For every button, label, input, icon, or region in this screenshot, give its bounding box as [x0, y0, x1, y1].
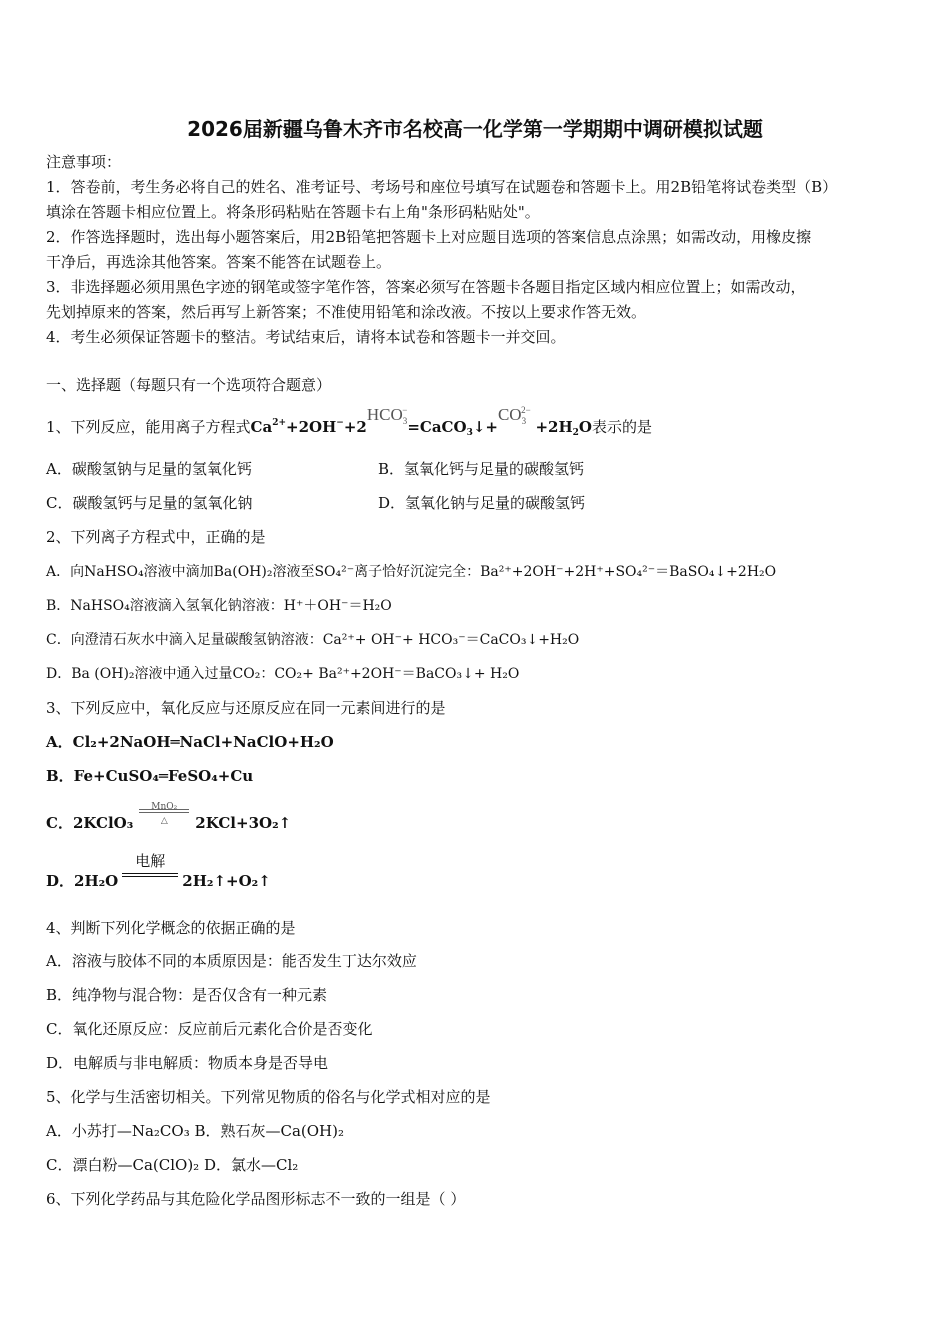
page-title: 2026届新疆乌鲁木齐市名校高一化学第一学期期中调研模拟试题 [187, 117, 763, 141]
notice-line: 4．考生必须保证答题卡的整洁。考试结束后，请将本试卷和答题卡一并交回。 [46, 328, 566, 346]
question-4-stem: 4、判断下列化学概念的依据正确的是 [46, 919, 296, 937]
q2-option-d[interactable]: D．Ba (OH)₂溶液中通入过量CO₂：CO₂+ Ba²⁺+2OH⁻＝BaCO₃↓+ H₂O [46, 666, 520, 682]
notice-line: 干净后，再选涂其他答案。答案不能答在试题卷上。 [46, 253, 392, 271]
q3-option-d[interactable] [46, 852, 271, 891]
question-6-stem: 6、下列化学药品与其危险化学品图形标志不一致的一组是（ ） [46, 1190, 466, 1208]
question-2-stem: 2、下列离子方程式中，正确的是 [46, 528, 266, 546]
q1-eq: =CaCO [407, 418, 467, 436]
q1-eq: +2 [343, 418, 367, 436]
q1-option-a[interactable]: A．碳酸氢钠与足量的氢氧化钙 [46, 460, 252, 478]
q4-option-b[interactable]: B．纯净物与混合物：是否仅含有一种元素 [46, 986, 328, 1004]
notice-line: 1．答卷前，考生务必将自己的姓名、准考证号、考场号和座位号填写在试题卷和答题卡上。用2B铅笔将试卷类型（B） [46, 178, 838, 196]
q3-c-product: 2KCl+3O₂↑ [195, 814, 292, 832]
q1-eq: +2OH [286, 418, 337, 436]
bicarbonate-ion-image: $HCO_3^-$ [366, 405, 408, 426]
q1-suffix: 表示的是 [591, 418, 652, 436]
q1-eq: − [336, 418, 344, 428]
notice-heading: 注意事项： [46, 153, 122, 171]
q1-option-c[interactable]: C．碳酸氢钙与足量的氢氧化钠 [46, 494, 253, 512]
q5-options-ab[interactable]: A．小苏打—Na₂CO₃ B．熟石灰—Ca(OH)₂ [46, 1122, 345, 1140]
q3-option-b[interactable]: B．Fe+CuSO₄═FeSO₄+Cu [46, 767, 254, 785]
q3-option-c[interactable] [46, 802, 292, 833]
q1-eq: 3 [466, 428, 473, 438]
q2-option-b[interactable]: B．NaHSO₄溶液滴入氢氧化钠溶液：H⁺＋OH⁻＝H₂O [46, 598, 392, 614]
question-5-stem: 5、化学与生活密切相关。下列常见物质的俗名与化学式相对应的是 [46, 1088, 491, 1106]
q1-eq: O [578, 418, 592, 436]
reaction-condition-electrolysis: 电解 [122, 871, 178, 891]
q1-eq: Ca [250, 418, 273, 436]
notice-line: 先划掉原来的答案，然后再写上新答案；不准使用铅笔和涂改液。不按以上要求作答无效。 [46, 303, 647, 321]
q3-option-a[interactable]: A．Cl₂+2NaOH═NaCl+NaClO+H₂O [46, 733, 334, 751]
q1-option-b[interactable]: B．氢氧化钙与足量的碳酸氢钙 [378, 460, 585, 478]
q3-d-product: 2H₂↑+O₂↑ [182, 872, 271, 890]
q1-eq: 2 [572, 428, 579, 438]
q1-prefix: 1、下列反应，能用离子方程式 [46, 418, 251, 436]
q1-eq: ↓+ [472, 418, 498, 436]
q2-option-a[interactable]: A．向NaHSO₄溶液中滴加Ba(OH)₂溶液至SO₄²⁻离子恰好沉淀完全：Ba²⁺+2OH⁻+2H⁺+SO₄²⁻＝BaSO₄↓+2H₂O [46, 564, 777, 580]
q4-option-d[interactable]: D．电解质与非电解质：物质本身是否导电 [46, 1054, 329, 1072]
q4-option-c[interactable]: C．氧化还原反应：反应前后元素化合价是否变化 [46, 1020, 373, 1038]
reaction-condition-catalyst: MnO₂ △ [137, 813, 191, 833]
q1-eq: +2H [535, 418, 573, 436]
q2-option-c[interactable]: C．向澄清石灰水中滴入足量碳酸氢钠溶液：Ca²⁺+ OH⁻+ HCO₃⁻＝CaCO₃↓+H₂O [46, 632, 580, 648]
q1-option-d[interactable]: D．氢氧化钠与足量的碳酸氢钙 [378, 494, 586, 512]
question-1-stem [46, 405, 652, 443]
notice-line: 2．作答选择题时，选出每小题答案后，用2B铅笔把答题卡上对应题目选项的答案信息点涂黑；如需改动，用橡皮擦 [46, 228, 812, 246]
q3-c-reactant: C．2KClO₃ [46, 814, 134, 832]
q1-eq: 2+ [272, 418, 287, 428]
q3-d-reactant: D．2H₂O [46, 872, 119, 890]
notice-line: 填涂在答题卡相应位置上。将条形码粘贴在答题卡右上角"条形码粘贴处"。 [46, 203, 540, 221]
q4-option-a[interactable]: A．溶液与胶体不同的本质原因是：能否发生丁达尔效应 [46, 952, 417, 970]
q5-options-cd[interactable]: C．漂白粉—Ca(ClO)₂ D．氯水—Cl₂ [46, 1156, 299, 1174]
carbonate-ion-image: $CO_3^{2-}$ [497, 405, 531, 426]
section-heading: 一、选择题（每题只有一个选项符合题意） [46, 376, 332, 394]
notice-line: 3．非选择题必须用黑色字迹的钢笔或签字笔作答，答案必须写在答题卡各题目指定区域内相应位置上；如需改动， [46, 278, 806, 296]
question-3-stem: 3、下列反应中，氧化反应与还原反应在同一元素间进行的是 [46, 699, 446, 717]
